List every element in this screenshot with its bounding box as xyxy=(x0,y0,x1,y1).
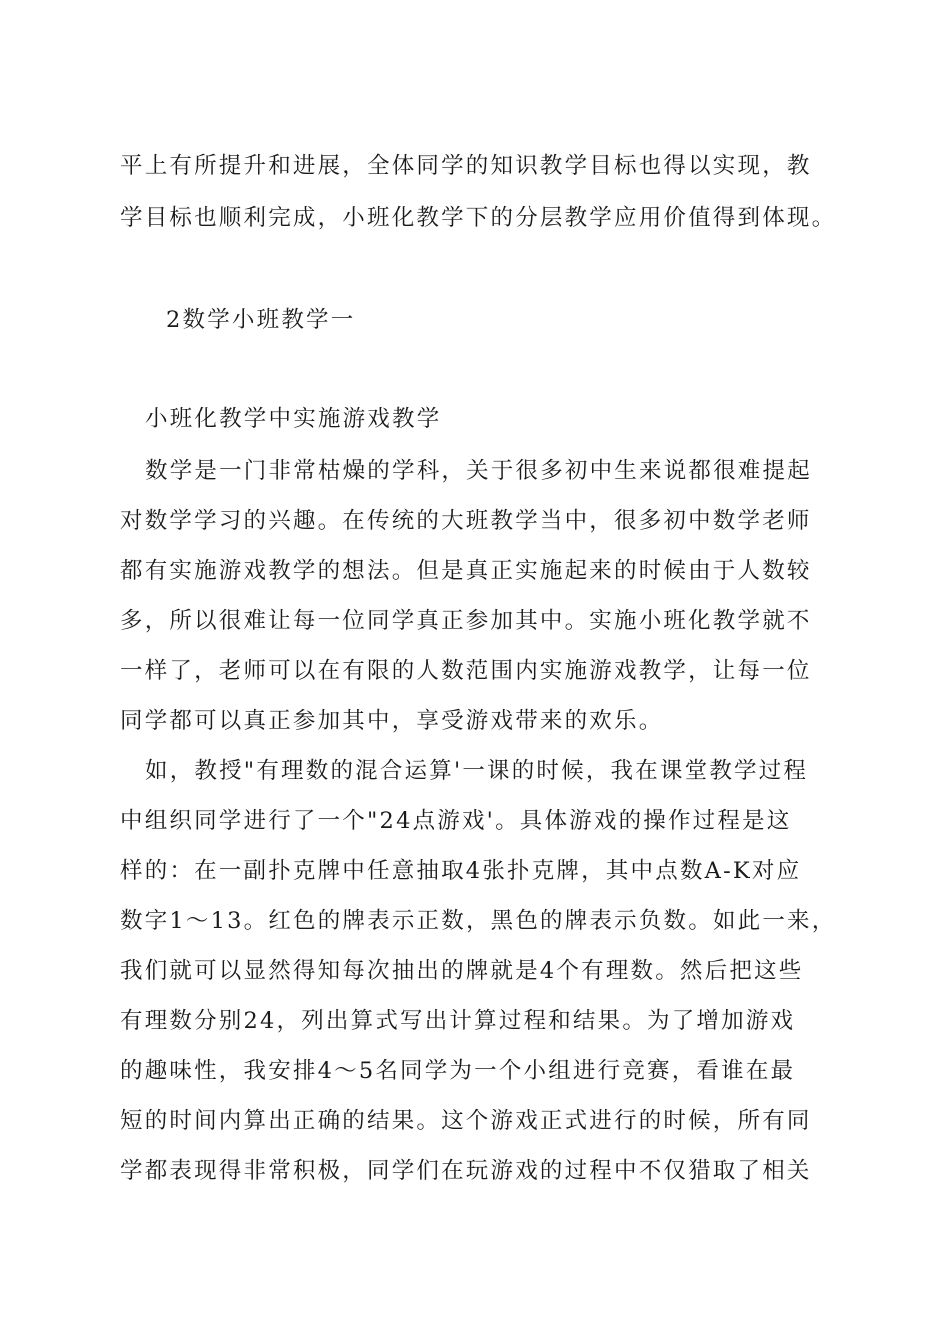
paragraph-line: 对数学学习的兴趣。在传统的大班教学当中，很多初中数学老师 xyxy=(120,508,812,534)
subsection-heading: 小班化教学中实施游戏教学 xyxy=(145,406,442,432)
paragraph-line: 中组织同学进行了一个"24点游戏'。具体游戏的操作过程是这 xyxy=(120,808,792,834)
paragraph-line: 我们就可以显然得知每次抽出的牌就是4个有理数。然后把这些 xyxy=(120,958,804,984)
paragraph-line: 平上有所提升和进展，全体同学的知识教学目标也得以实现，教 xyxy=(120,153,812,179)
paragraph-line: 都有实施游戏教学的想法。但是真正实施起来的时候由于人数较 xyxy=(120,558,812,584)
paragraph-line: 学都表现得非常积极，同学们在玩游戏的过程中不仅猎取了相关 xyxy=(120,1158,812,1184)
paragraph-line: 一样了，老师可以在有限的人数范围内实施游戏教学，让每一位 xyxy=(120,658,812,684)
paragraph-line: 样的：在一副扑克牌中任意抽取4张扑克牌，其中点数A-K对应 xyxy=(120,858,802,884)
paragraph-line: 有理数分别24，列出算式写出计算过程和结果。为了增加游戏 xyxy=(120,1008,796,1034)
paragraph-line: 数字1～13。红色的牌表示正数，黑色的牌表示负数。如此一来， xyxy=(120,908,837,934)
paragraph-line: 学目标也顺利完成，小班化教学下的分层教学应用价值得到体现。 xyxy=(120,205,837,231)
paragraph-line: 多，所以很难让每一位同学真正参加其中。实施小班化教学就不 xyxy=(120,608,812,634)
paragraph-line: 短的时间内算出正确的结果。这个游戏正式进行的时候，所有同 xyxy=(120,1108,812,1134)
paragraph-line: 如，教授"有理数的混合运算'一课的时候，我在课堂教学过程 xyxy=(145,758,809,784)
paragraph-line: 数学是一门非常枯燥的学科，关于很多初中生来说都很难提起 xyxy=(145,458,812,484)
section-heading: 2数学小班教学一 xyxy=(166,307,356,333)
paragraph-line: 同学都可以真正参加其中，享受游戏带来的欢乐。 xyxy=(120,708,664,734)
paragraph-line: 的趣味性，我安排4～5名同学为一个小组进行竞赛，看谁在最 xyxy=(120,1058,796,1084)
